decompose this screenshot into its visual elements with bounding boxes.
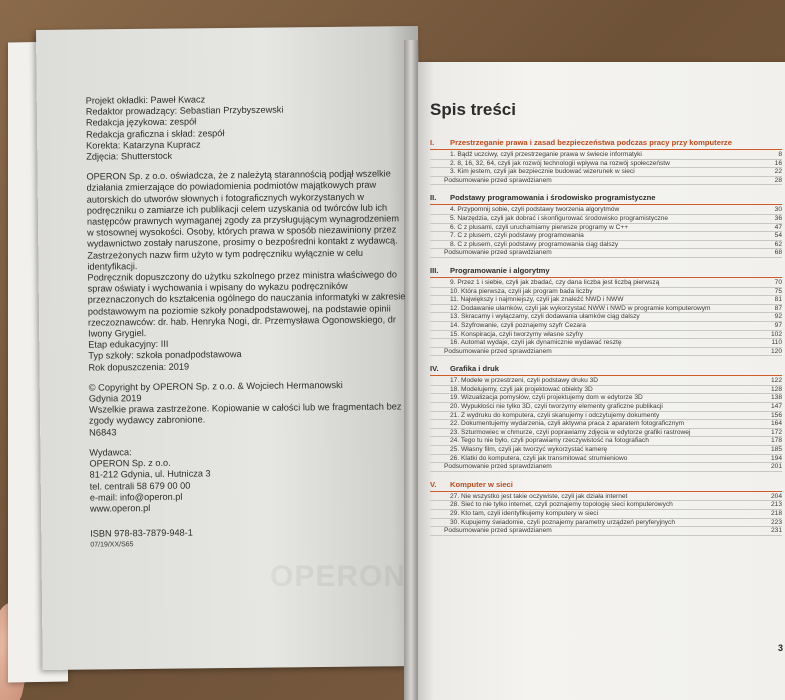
toc-entry-label: 13. Skracamy i wyłączamy, czyli dodawania ułamków ciąg dalszy xyxy=(450,313,640,321)
toc-entry-label: 11. Największy i najmniejszy, czyli jak znaleźć NWD i NWW xyxy=(450,296,624,304)
section-number: II. xyxy=(430,193,437,203)
toc-entry-page: 70 xyxy=(774,278,782,286)
toc-section xyxy=(430,480,782,536)
statement-paragraph: OPERON Sp. z o.o. oświadcza, że z należytą starannością podjął wszelkie działania zmierzające do powiadomienia podmiotów majątkowych praw autorskich do utworów słownych i fotograficznych wykorzystanych w podręczniku o zamiarze ich publikacji celem uzyskania od twórców lub ich następców prawnych wymaganej zgody za przysługującym wynagrodzeniem w stosownej wysokości. Osoby, których prawa w sposób niezawiniony przez wydawnictwo zostały naruszone, prosimy o bezpośredni kontakt z wydawcą. xyxy=(86,168,400,250)
copyright-line: © Copyright by OPERON Sp. z o.o. & Wojciech Hermanowski xyxy=(88,379,343,393)
toc-entry-page: 204 xyxy=(770,492,782,500)
copyright-line: Gdynia 2019 xyxy=(88,393,142,404)
toc-summary-row xyxy=(430,463,782,472)
toc-entry xyxy=(430,305,782,314)
toc-section xyxy=(430,193,782,258)
toc-entry-page: 36 xyxy=(774,214,782,222)
toc-entry-label: 22. Dokumentujemy wydarzenia, czyli aktywna praca z aparatem fotograficznym xyxy=(450,420,685,428)
section-number: I. xyxy=(430,138,435,147)
toc-entry xyxy=(430,279,782,288)
toc-entry xyxy=(430,510,782,519)
toc-entry-label: 19. Wizualizacja pomysłów, czyli projektujemy dom w edytorze 3D xyxy=(450,394,643,402)
toc-entry xyxy=(430,377,782,386)
toc-entry xyxy=(430,412,782,421)
edu-line: Etap edukacyjny: III xyxy=(88,339,169,350)
toc-entry-page: 218 xyxy=(770,510,782,517)
toc-entry xyxy=(430,241,782,250)
section-title: Grafika i druk xyxy=(450,364,499,374)
toc-entry-page: 138 xyxy=(770,394,782,402)
toc-entry-label: 10. Która pierwsza, czyli jak program bada liczby xyxy=(450,287,593,295)
imprint-text xyxy=(86,92,411,551)
toc-entry-label: 6. C z plusami, czyli uruchamiamy pierwsze programy w C++ xyxy=(450,223,629,231)
toc-entry-label: 26. Klatki do komputera, czyli jak transmitować strumieniowo xyxy=(450,454,628,462)
page-number: 3 xyxy=(778,643,784,653)
toc-entry-page: 81 xyxy=(774,296,782,304)
toc-entry xyxy=(430,168,782,177)
toc-entry xyxy=(430,339,782,348)
credit-line: Korekta: Katarzyna Kupracz xyxy=(86,139,201,151)
toc-entry-label: Podsumowanie przed sprawdzianem xyxy=(444,527,552,535)
toc-entry-page: 30 xyxy=(774,206,782,214)
toc-entry-page: 172 xyxy=(770,428,782,436)
toc-entry-label: 16. Automat wydaje, czyli jak dynamicznie wydawać resztę xyxy=(450,339,622,347)
publisher-line[interactable]: www.operon.pl xyxy=(89,502,151,514)
toc-summary-row xyxy=(430,249,782,258)
section-number: V. xyxy=(430,479,437,489)
credit-line: Redakcja graficzna i skład: zespół xyxy=(85,127,225,140)
toc-entry xyxy=(430,206,782,215)
toc-entry-page: 194 xyxy=(770,454,782,462)
toc-entry-label: 5. Narzędzia, czyli jak dobrać i skonfigurować środowisko programistyczne xyxy=(450,214,669,222)
publisher-line: tel. centrali 58 679 00 00 xyxy=(89,480,191,492)
credit-line: Projekt okładki: Paweł Kwacz xyxy=(85,94,206,106)
toc-entry-label: 2. 8, 16, 32, 64, czyli jak rozwój technologii wpływa na rozwój społeczeństw xyxy=(450,159,670,167)
credits-block xyxy=(86,92,407,163)
toc-summary-row xyxy=(430,348,782,357)
toc-entry-label: 8. C z plusem, czyli podstawy programowania ciąg dalszy xyxy=(450,240,619,248)
section-title: Podstawy programowania i środowisko programistyczne xyxy=(450,193,656,203)
copyright-block xyxy=(89,379,410,438)
toc-entry xyxy=(430,224,782,233)
toc-entry-label: 24. Tego tu nie było, czyli poprawiamy rzeczywistość na fotografiach xyxy=(450,437,649,445)
toc-entry-label: 4. Przypomnij sobie, czyli podstawy tworzenia algorytmów xyxy=(450,206,620,214)
toc-entry-page: 8 xyxy=(778,151,782,158)
toc-entry xyxy=(430,493,782,502)
toc-entry xyxy=(430,151,782,160)
toc-entry-label: 21. Z wydruku do komputera, czyli skanujemy i odczytujemy dokumenty xyxy=(450,411,660,419)
toc-entry xyxy=(430,429,782,438)
toc-entry-page: 178 xyxy=(770,437,782,445)
toc-entry-label: 28. Sieć to nie tylko internet, czyli poznajemy topologię sieci komputerowych xyxy=(450,501,673,509)
credit-line: Zdjęcia: Shutterstock xyxy=(86,150,173,162)
toc-entry-page: 22 xyxy=(774,168,782,176)
toc-entry xyxy=(430,322,782,331)
section-number: IV. xyxy=(430,364,439,374)
toc-entry-page: 54 xyxy=(774,232,782,240)
toc-section xyxy=(430,138,782,185)
toc-summary-row xyxy=(430,527,782,536)
section-title: Programowanie i algorytmy xyxy=(450,265,550,275)
section-title: Komputer w sieci xyxy=(450,479,513,489)
credit-line: Redakcja językowa: zespół xyxy=(85,116,197,129)
toc-entry-page: 156 xyxy=(770,411,782,419)
publisher-line: Wydawca: xyxy=(89,447,132,458)
toc-entry-page: 87 xyxy=(774,304,782,312)
toc-entry xyxy=(430,455,782,464)
toc-section xyxy=(430,364,782,472)
toc-entry-page: 185 xyxy=(770,446,782,454)
edu-line: Rok dopuszczenia: 2019 xyxy=(88,361,190,373)
toc-summary-row xyxy=(430,177,782,186)
toc-entry xyxy=(430,437,782,446)
toc-entry xyxy=(430,501,782,510)
toc-entry-label: 30. Kupujemy świadomie, czyli poznajemy parametry urządzeń peryferyjnych xyxy=(450,518,676,526)
toc-entry-label: 14. Szyfrowanie, czyli poznajemy szyfr Cezara xyxy=(450,321,586,329)
toc-entry-page: 97 xyxy=(774,321,782,329)
section-title: Przestrzeganie prawa i zasad bezpieczeństwa podczas pracy przy komputerze xyxy=(450,138,732,147)
toc-entry xyxy=(430,160,782,169)
toc-entry-page: 122 xyxy=(770,377,782,385)
credit-line: Redaktor prowadzący: Sebastian Przybyszewski xyxy=(85,104,284,117)
toc-entry-page: 164 xyxy=(770,420,782,428)
toc-section-heading xyxy=(430,193,782,205)
print-code: 07/19/XX/S65 xyxy=(90,541,134,549)
toc-entry xyxy=(430,420,782,429)
toc-entry xyxy=(430,313,782,322)
toc-entry-label: 23. Szturmowiec w chmurze, czyli poprawiamy zdjęcia w edytorze grafiki rastrowej xyxy=(450,428,691,436)
toc-entry-label: 20. Wypukłości nie tylko 3D, czyli tworzymy elementy graficzne publikacji xyxy=(450,403,663,411)
toc-entry-label: Podsumowanie przed sprawdzianem xyxy=(444,249,552,257)
toc-entry-label: 18. Modelujemy, czyli jak projektować obiekty 3D xyxy=(450,385,593,393)
toc-entry-label: 7. C z plusem, czyli podstawy programowania xyxy=(450,232,584,240)
toc-title: Spis treści xyxy=(430,100,516,119)
toc-entry-page: 147 xyxy=(770,403,782,411)
toc-entry xyxy=(430,215,782,224)
trademark-note: Zastrzeżonych nazw firm użyto w tym podręczniku wyłącznie w celu identyfikacji. xyxy=(87,247,364,272)
toc-entry-label: 12. Dodawanie ułamków, czyli jak wykorzystać NWW i NWD w programie komputerowym xyxy=(450,304,711,312)
toc-entry-label: 3. Kim jestem, czyli jak bezpiecznie budować wizerunek w sieci xyxy=(450,168,635,176)
toc-entry-page: 223 xyxy=(770,518,782,526)
toc-entry-page: 120 xyxy=(770,347,782,355)
toc-entry-page: 28 xyxy=(774,176,782,184)
publisher-line: OPERON Sp. z o.o. xyxy=(89,457,171,469)
toc-entry-page: 213 xyxy=(770,501,782,509)
toc-entry-page: 128 xyxy=(770,385,782,393)
copyright-line: Wszelkie prawa zastrzeżone. Kopiowanie w całości lub we fragmentach bez zgody wydawcy zabronione. xyxy=(88,401,402,427)
toc-entry xyxy=(430,446,782,455)
toc-entry xyxy=(430,519,782,528)
toc-entry-label: 15. Konspiracja, czyli tworzymy własne szyfry xyxy=(450,330,584,338)
toc-entry-page: 201 xyxy=(770,463,782,471)
toc-section-heading xyxy=(430,138,782,150)
table-of-contents xyxy=(430,100,782,544)
toc-entry-label: Podsumowanie przed sprawdzianem xyxy=(444,463,552,471)
toc-entry-page: 110 xyxy=(771,339,782,347)
toc-section-heading xyxy=(430,364,782,376)
toc-entry-label: 9. Przez 1 i siebie, czyli jak zbadać, czy dana liczba jest liczbą pierwszą xyxy=(450,278,660,286)
publisher-line: 81-212 Gdynia, ul. Hutnicza 3 xyxy=(89,468,211,480)
toc-entry-page: 16 xyxy=(774,159,782,167)
section-number: III. xyxy=(430,265,439,275)
toc-entry-page: 92 xyxy=(774,313,782,321)
toc-entry xyxy=(430,296,782,305)
toc-entry-label: 27. Nie wszystko jest takie oczywiste, czyli jak działa internet xyxy=(450,492,628,500)
toc-entry-page: 68 xyxy=(774,249,782,257)
toc-entry xyxy=(430,232,782,241)
publisher-watermark: OPERON xyxy=(270,560,407,593)
toc-entry-page: 47 xyxy=(774,223,782,231)
toc-entry xyxy=(430,403,782,412)
toc-entry xyxy=(430,386,782,395)
copyright-line: N6843 xyxy=(89,427,117,438)
toc-entry xyxy=(430,394,782,403)
toc-sections xyxy=(430,138,782,536)
toc-entry-label: 1. Bądź uczciwy, czyli przestrzeganie prawa w świecie informatyki xyxy=(450,151,642,158)
publisher-line[interactable]: e-mail: info@operon.pl xyxy=(89,491,183,503)
toc-entry xyxy=(430,288,782,297)
toc-entry-page: 231 xyxy=(770,527,782,535)
toc-entry-label: 17. Modele w przestrzeni, czyli podstawy druku 3D xyxy=(450,377,599,385)
approval-paragraph: Podręcznik dopuszczony do użytku szkolnego przez ministra właściwego do spraw oświaty i wychowania i wpisany do wykazu podręczników przeznaczonych do kształcenia ogólnego do nauczania informatyki w zakresie podstawowym na poziomie szkoły ponadpodstawowej, na podstawie opinii rzeczoznawców: dr. hab. Henryka Nogi, dr. Przemysława Ogonowskiego, dr Iwony Grygiel. xyxy=(87,269,406,339)
publisher-block xyxy=(89,444,410,515)
toc-entry-page: 62 xyxy=(774,240,782,248)
edu-line: Typ szkoły: szkoła ponadpodstawowa xyxy=(88,349,242,362)
toc-entry-label: Podsumowanie przed sprawdzianem xyxy=(444,176,552,184)
toc-entry-page: 102 xyxy=(770,330,782,338)
toc-entry xyxy=(430,331,782,340)
toc-entry-label: Podsumowanie przed sprawdzianem xyxy=(444,347,552,355)
toc-section-heading xyxy=(430,480,782,492)
toc-entry-label: 29. Kto tam, czyli identyfikujemy komputery w sieci xyxy=(450,510,599,517)
toc-entry-label: 25. Własny film, czyli jak tworzyć wykorzystać kamerę xyxy=(450,446,608,454)
isbn: ISBN 978-83-7879-948-1 xyxy=(90,527,193,539)
education-block xyxy=(88,337,408,374)
toc-entry-page: 75 xyxy=(774,287,782,295)
toc-section xyxy=(430,266,782,356)
toc-section-heading xyxy=(430,266,782,278)
